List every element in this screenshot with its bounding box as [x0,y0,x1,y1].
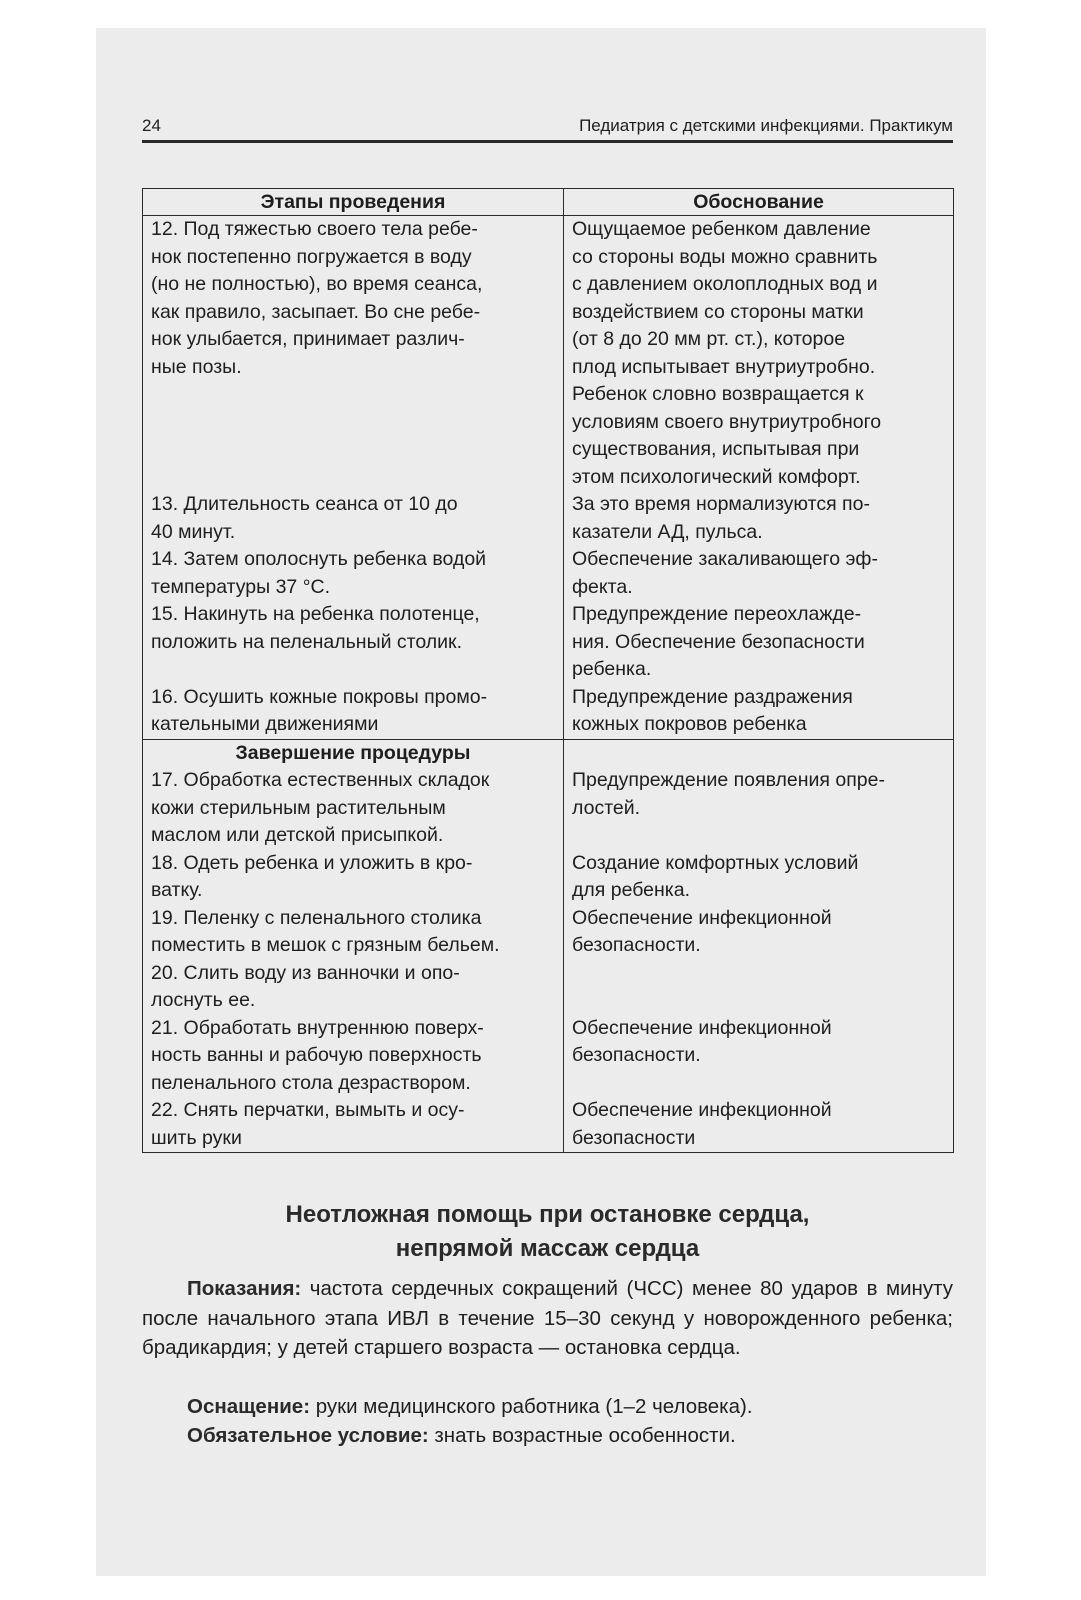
text-line: плод испытывает внутриутробно. [572,355,876,378]
text-line: Предупреждение переохлажде- [572,603,862,625]
running-header [142,112,953,143]
table-row [143,216,954,492]
text-line: кательными движениями [151,713,379,735]
text-line: 22. Снять перчатки, вымыть и осу- [151,1099,465,1121]
text-line: Обеспечение закаливающего эф- [572,548,878,570]
table-row [143,850,954,905]
equipment-paragraph [142,1392,953,1422]
text-line: безопасности [572,1126,696,1149]
text-line: существования, испытывая при [572,438,860,460]
heading-line: Неотложная помощь при остановке сердца, [285,1201,810,1228]
text-line: 20. Слить воду из ванночки и опо- [151,961,460,984]
text-line: ные позы. [151,355,242,378]
condition-label: Обязательное условие: [187,1424,429,1447]
table-row [143,1015,954,1098]
step-cell [143,546,564,601]
text-line: 16. Осушить кожные покровы промо- [151,685,488,708]
text-line: ния. Обеспечение безопасности [572,630,865,653]
running-title: Педиатрия с детскими инфекциями. Практикум [579,116,953,135]
table-row [143,960,954,1015]
text-line: лоснуть ее. [151,989,256,1011]
step-cell [143,1015,564,1098]
text-line: ватку. [151,879,203,901]
table-row [143,684,954,740]
text-line: ребенка. [572,658,652,680]
rationale-cell [564,850,954,905]
text-line: Обеспечение инфекционной [572,1099,832,1121]
step-cell [143,601,564,684]
rationale-cell [564,767,954,850]
text-line: кожи стерильным растительным [151,796,446,819]
text-line: 13. Длительность сеанса от 10 до [151,493,458,515]
step-cell [143,684,564,740]
text-line: 40 минут. [151,520,236,543]
text-line: пеленального стола дезраствором. [151,1071,471,1094]
procedure-table [142,188,954,1153]
text-line: (но не полностью), во время сеанса, [151,273,483,295]
step-cell [143,850,564,905]
rationale-cell [564,739,954,767]
condition-paragraph [142,1421,953,1451]
table-row [143,767,954,850]
text-line: 17. Обработка естественных складок [151,769,490,791]
text-line: нок постепенно погружается в воду [151,245,472,268]
step-cell [143,491,564,546]
text-line: 19. Пеленку с пеленального столика [151,906,482,929]
heading-line: непрямой массаж сердца [395,1235,700,1262]
rationale-cell [564,601,954,684]
indications-text: частота сердечных сокращений (ЧСС) менее 80 ударов в минуту после начального этапа ИВЛ в течение 15–30 секунд у новорожденного ребенка; брадикардия; у детей старшего возраста — остановка сердца. [142,1277,953,1359]
text-line: (от 8 до 20 мм рт. ст.), которое [572,328,846,350]
condition-text: знать возрастные особенности. [428,1424,736,1447]
step-cell [143,1097,564,1153]
indications-paragraph [142,1274,953,1363]
text-line: 14. Затем ополоснуть ребенка водой [151,548,487,570]
rationale-cell [564,546,954,601]
text-line: фекта. [572,575,633,598]
text-line: этом психологический комфорт. [572,465,861,488]
rationale-cell [564,905,954,960]
text-line: кожных покровов ребенка [572,713,807,735]
text-line: 12. Под тяжестью своего тела ребе- [151,218,478,240]
equipment-label: Оснащение: [187,1395,311,1418]
text-line: ность ванны и рабочую поверхность [151,1044,482,1066]
table-row [143,1097,954,1153]
text-line: Обеспечение инфекционной [572,1016,832,1039]
text-line: 21. Обработать внутреннюю поверх- [151,1016,484,1039]
indications-label: Показания: [187,1277,302,1300]
rationale-cell [564,684,954,740]
text-line: безопасности. [572,1044,701,1066]
rationale-cell [564,216,954,492]
table-row [143,905,954,960]
rationale-cell [564,1015,954,1098]
step-cell [143,905,564,960]
equipment-text: руки медицинского работника (1–2 человека). [310,1395,753,1418]
text-line: Предупреждение появления опре- [572,769,885,791]
step-cell [143,216,564,492]
text-line: шить руки [151,1126,242,1149]
step-cell [143,767,564,850]
text-line: 18. Одеть ребенка и уложить в кро- [151,851,473,874]
column-header-rationale: Обоснование [564,189,954,216]
table-row [143,491,954,546]
text-line: лостей. [572,796,641,819]
text-line: со стороны воды можно сравнить [572,245,878,268]
text-line: Предупреждение раздражения [572,685,853,708]
section-heading [142,1198,953,1266]
rationale-cell [564,1097,954,1153]
table-section-row [143,739,954,767]
text-line: 15. Накинуть на ребенка полотенце, [151,603,480,625]
text-line: Обеспечение инфекционной [572,906,832,929]
text-line: За это время нормализуются по- [572,493,870,515]
text-line: для ребенка. [572,879,690,901]
text-line: безопасности. [572,934,701,956]
page-number: 24 [142,116,161,135]
text-line: с давлением околоплодных вод и [572,273,878,295]
section-title: Завершение процедуры [143,739,564,767]
column-header-steps: Этапы проведения [143,189,564,216]
text-line: условиям своего внутриутробного [572,410,882,433]
text-line: нок улыбается, принимает различ- [151,328,465,350]
table-row [143,546,954,601]
text-line: как правило, засыпает. Во сне ребе- [151,300,481,323]
text-line: казатели АД, пульса. [572,520,763,543]
text-line: Ощущаемое ребенком давление [572,218,871,240]
text-line: поместить в мешок с грязным бельем. [151,934,500,956]
text-line: положить на пеленальный столик. [151,630,463,653]
text-line: маслом или детской присыпкой. [151,824,444,846]
rationale-cell [564,491,954,546]
text-line: Создание комфортных условий [572,851,859,874]
text-line: воздействием со стороны матки [572,300,864,323]
step-cell [143,960,564,1015]
rationale-cell [564,960,954,1015]
text-line: температуры 37 °С. [151,575,330,598]
table-row [143,601,954,684]
text-line: Ребенок словно возвращается к [572,383,864,405]
